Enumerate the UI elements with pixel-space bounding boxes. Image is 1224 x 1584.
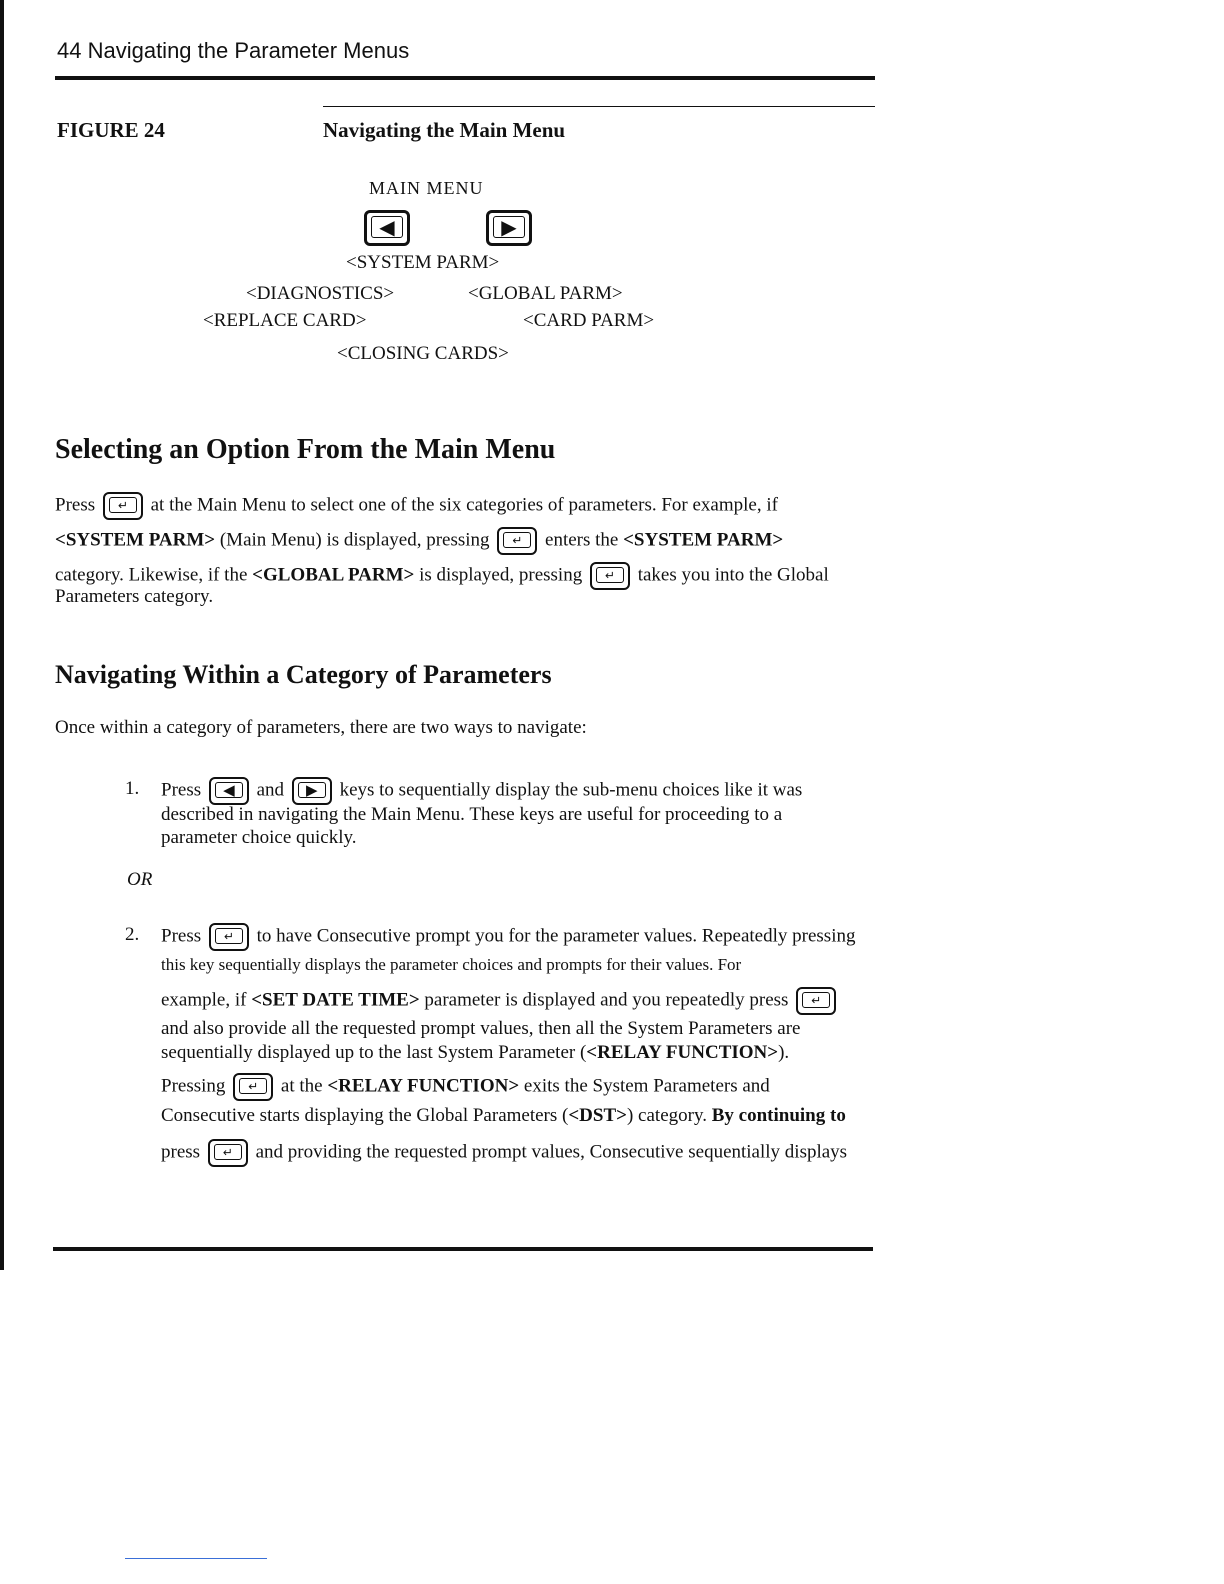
enter-key-icon: ↵ [233,1073,273,1101]
main-menu-label: MAIN MENU [369,178,484,198]
enter-key-icon: ↵ [208,1139,248,1167]
list-item-line: sequentially displayed up to the last System Parameter (<RELAY FUNCTION>). [161,1042,790,1063]
page-edge-bar [0,0,4,1270]
list-item-number: 2. [125,924,140,945]
list-item-line: parameter choice quickly. [161,827,357,848]
menu-item-global-parm: <GLOBAL PARM> [468,283,623,304]
list-item-line: Press ↵ to have Consecutive prompt you for the parameter values. Repeatedly pressing [161,923,855,951]
list-item-line: example, if <SET DATE TIME> parameter is displayed and you repeatedly press ↵ [161,987,839,1015]
enter-key-icon: ↵ [209,923,249,951]
right-arrow-key-icon: ▶ [486,210,532,246]
enter-key-icon: ↵ [796,987,836,1015]
menu-item-diagnostics: <DIAGNOSTICS> [246,283,395,304]
enter-key-icon: ↵ [590,562,630,590]
list-item-line: Consecutive starts displaying the Global Parameters (<DST>) category. By continuing to [161,1105,846,1126]
list-item-line: and also provide all the requested prompt values, then all the System Parameters are [161,1018,801,1039]
left-arrow-key-icon: ◀ [364,210,410,246]
menu-item-card-parm: <CARD PARM> [523,310,655,331]
paragraph-line: <SYSTEM PARM> (Main Menu) is displayed, pressing ↵ enters the <SYSTEM PARM> [55,527,783,555]
figure-rule [323,106,875,107]
paragraph-line: Press ↵ at the Main Menu to select one of the six categories of parameters. For example, if [55,492,778,520]
header-rule [55,76,875,80]
running-header: 44 Navigating the Parameter Menus [57,38,410,63]
menu-item-system-parm: <SYSTEM PARM> [346,252,500,273]
list-item-line: described in navigating the Main Menu. These keys are useful for proceeding to a [161,804,783,825]
section-heading-selecting: Selecting an Option From the Main Menu [55,434,556,465]
left-arrow-key-icon: ◀ [209,777,249,805]
list-item-line: press ↵ and providing the requested prompt values, Consecutive sequentially displays [161,1139,847,1167]
right-arrow-key-icon: ▶ [292,777,332,805]
enter-key-icon: ↵ [497,527,537,555]
list-item-line: Press ◀ and ▶ keys to sequentially display the sub-menu choices like it was [161,777,802,805]
list-item-line: Pressing ↵ at the <RELAY FUNCTION> exits the System Parameters and [161,1073,770,1101]
footer-rule [53,1247,873,1251]
paragraph-line: Parameters category. [55,586,214,607]
menu-item-closing-cards: <CLOSING CARDS> [337,343,509,364]
enter-key-icon: ↵ [103,492,143,520]
figure-title: Navigating the Main Menu [323,118,566,142]
menu-item-replace-card: <REPLACE CARD> [203,310,367,331]
intro-text: Once within a category of parameters, there are two ways to navigate: [55,717,587,738]
or-separator: OR [127,869,153,890]
bottom-link-line [125,1558,267,1559]
list-item-number: 1. [125,778,140,799]
figure-label: FIGURE 24 [57,118,165,142]
section-heading-navigating: Navigating Within a Category of Parameters [55,660,552,689]
paragraph-line: category. Likewise, if the <GLOBAL PARM> is displayed, pressing ↵ takes you into the Global [55,562,829,590]
list-item-line: this key sequentially displays the parameter choices and prompts for their values. For [161,955,742,974]
